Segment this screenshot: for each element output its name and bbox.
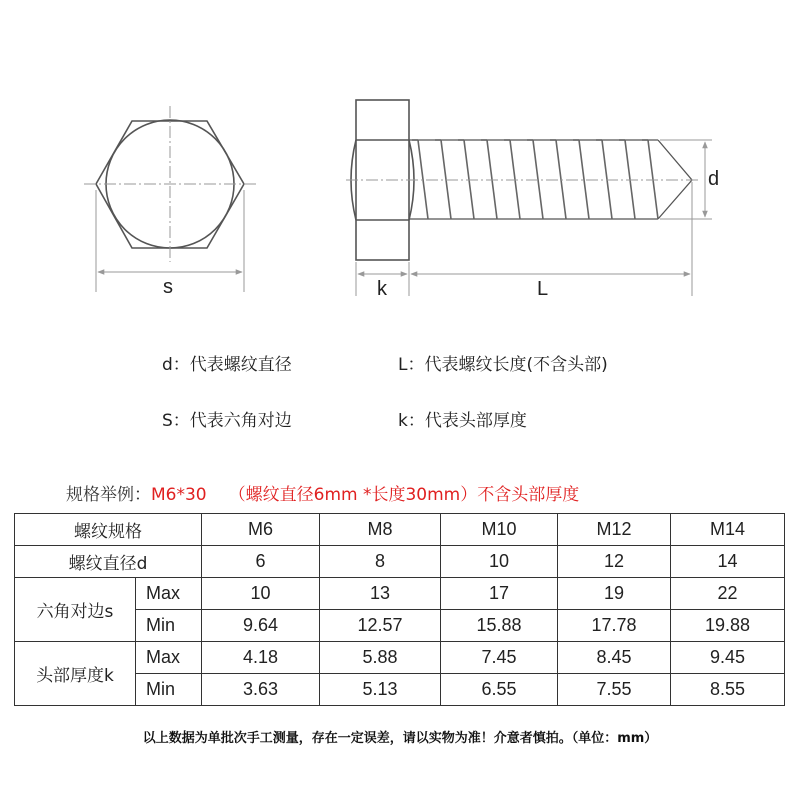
- table-cell: 15.88: [441, 610, 558, 642]
- table-row: [15, 642, 785, 674]
- table-cell: 12.57: [320, 610, 441, 642]
- spec-example-label: 规格举例：: [66, 485, 151, 505]
- column-m14: M14: [671, 514, 785, 546]
- table-cell: 10: [202, 578, 320, 610]
- spec-example-note: （螺纹直径6mm *长度30mm）不含头部厚度: [228, 485, 580, 505]
- table-cell: 12: [558, 546, 671, 578]
- dimension-label-s: s: [163, 276, 173, 298]
- table-cell: 8: [320, 546, 441, 578]
- column-m12: M12: [558, 514, 671, 546]
- table-cell: 17: [441, 578, 558, 610]
- footnote: 以上数据为单批次手工测量，存在一定误差，请以实物为准！介意者慎拍。（单位：mm）: [142, 731, 658, 746]
- sub-label-max: Max: [136, 642, 202, 674]
- column-m8: M8: [320, 514, 441, 546]
- table-row: [15, 546, 785, 578]
- legend-k: k：代表头部厚度: [398, 411, 527, 431]
- table-cell: 10: [441, 546, 558, 578]
- sub-label-min: Min: [136, 674, 202, 706]
- column-m6: M6: [202, 514, 320, 546]
- dimension-label-k: k: [377, 278, 387, 300]
- table-cell: 22: [671, 578, 785, 610]
- table-cell: 7.55: [558, 674, 671, 706]
- header-label: 螺纹规格: [15, 514, 202, 546]
- table-cell: 3.63: [202, 674, 320, 706]
- table-cell: 8.55: [671, 674, 785, 706]
- table-cell: 6: [202, 546, 320, 578]
- table-header-row: [15, 514, 785, 546]
- row-label-thread-diameter: 螺纹直径d: [15, 546, 202, 578]
- hex-head-top-view: [84, 106, 258, 292]
- sub-label-max: Max: [136, 578, 202, 610]
- row-label-hex-across-flats: 六角对边s: [15, 578, 136, 642]
- legend-s: S：代表六角对边: [162, 411, 292, 431]
- table-cell: 4.18: [202, 642, 320, 674]
- dimension-label-L: L: [537, 278, 549, 300]
- sub-label-min: Min: [136, 610, 202, 642]
- table-cell: 9.64: [202, 610, 320, 642]
- table-cell: 5.13: [320, 674, 441, 706]
- column-m10: M10: [441, 514, 558, 546]
- table-cell: 8.45: [558, 642, 671, 674]
- spec-example-model: M6*30: [151, 485, 207, 505]
- row-label-head-thickness: 头部厚度k: [15, 642, 136, 706]
- screw-side-view: [346, 100, 712, 296]
- table-cell: 7.45: [441, 642, 558, 674]
- table-cell: 13: [320, 578, 441, 610]
- table-cell: 19.88: [671, 610, 785, 642]
- legend-L: L：代表螺纹长度(不含头部): [398, 355, 608, 375]
- table-cell: 14: [671, 546, 785, 578]
- table-cell: 19: [558, 578, 671, 610]
- table-cell: 5.88: [320, 642, 441, 674]
- dimension-label-d: d: [708, 168, 720, 190]
- spec-table: [14, 513, 785, 706]
- legend-d: d：代表螺纹直径: [162, 355, 292, 375]
- spec-example: [66, 480, 579, 505]
- screw-technical-drawing: [0, 0, 800, 330]
- table-cell: 17.78: [558, 610, 671, 642]
- table-row: [15, 578, 785, 610]
- table-cell: 6.55: [441, 674, 558, 706]
- table-cell: 9.45: [671, 642, 785, 674]
